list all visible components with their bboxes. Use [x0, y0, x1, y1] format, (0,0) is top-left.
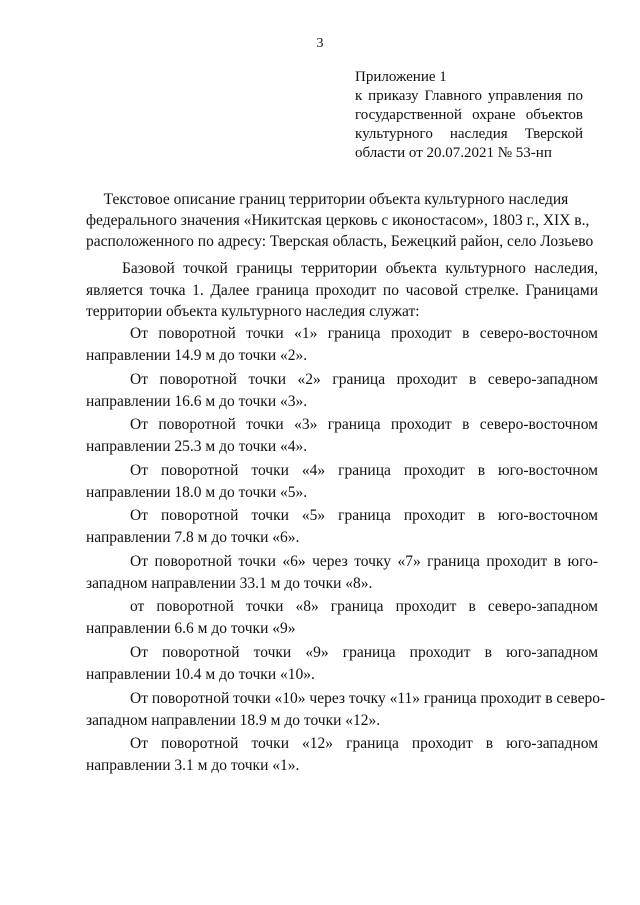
boundary-segment-paragraph — [86, 369, 598, 413]
paragraph-line: направлении 10.4 м до точки «10». — [86, 666, 315, 683]
title-line: Текстовое описание границ территории объекта культурного наследия — [103, 191, 569, 208]
paragraph-line: западном направлении 33.1 м до точки «8». — [86, 575, 373, 592]
paragraph-line: От поворотной точки «2» граница проходит в северо-западном — [130, 371, 598, 388]
boundary-segment-paragraph — [86, 323, 598, 367]
appendix-line: области от 20.07.2021 № 53-нп — [355, 145, 552, 161]
paragraph-line: от поворотной точки «8» граница проходит в северо-западном — [130, 598, 598, 615]
boundary-segment-paragraph — [86, 688, 606, 732]
paragraph-line: От поворотной точки «1» граница проходит в северо-восточном — [130, 325, 598, 342]
appendix-line: Приложение 1 — [355, 69, 447, 85]
appendix-line: государственной охране объектов — [355, 107, 583, 123]
boundary-segment-paragraph — [86, 596, 598, 640]
appendix-block — [355, 68, 583, 163]
paragraph-line: От поворотной точки «5» граница проходит в юго-восточном — [130, 507, 598, 524]
appendix-line: культурного наследия Тверской — [355, 126, 583, 142]
paragraph-line: От поворотной точки «12» граница проходит в юго-западном — [130, 735, 598, 752]
paragraph-line: направлении 16.6 м до точки «3». — [86, 393, 308, 410]
document-title — [86, 189, 594, 252]
paragraph-line: направлении 18.0 м до точки «5». — [86, 484, 308, 501]
paragraph-line: Базовой точкой границы территории объекта культурного наследия, — [122, 260, 598, 277]
boundary-segment-paragraph — [86, 733, 598, 777]
paragraph-line: направлении 3.1 м до точки «1». — [86, 757, 300, 774]
paragraph-line: От поворотной точки «3» граница проходит в северо-восточном — [130, 416, 598, 433]
paragraph-line: направлении 6.6 м до точки «9» — [86, 620, 296, 637]
appendix-line: к приказу Главного управления по — [355, 88, 583, 104]
page-number: 3 — [316, 36, 324, 51]
paragraph-line: является точка 1. Далее граница проходит по часовой стрелке. Границами — [86, 281, 598, 299]
title-line: расположенного по адресу: Тверская область, Бежецкий район, село Лозьево — [86, 233, 594, 250]
paragraph-line: От поворотной точки «6» через точку «7» граница проходит в юго- — [130, 553, 598, 570]
boundary-segment-paragraph — [86, 642, 598, 686]
boundary-segment-paragraph — [86, 505, 598, 549]
paragraph-line: От поворотной точки «10» через точку «11» граница проходит в северо- — [130, 690, 606, 707]
intro-paragraph — [86, 258, 598, 323]
paragraph-line: территории объекта культурного наследия служат: — [86, 303, 420, 320]
boundary-segment-paragraph — [86, 414, 598, 458]
paragraph-line: От поворотной точки «9» граница проходит в юго-западном — [130, 644, 598, 661]
paragraph-line: направлении 7.8 м до точки «6». — [86, 529, 300, 546]
paragraph-line: От поворотной точки «4» граница проходит в юго-восточном — [130, 462, 598, 479]
paragraph-line: западном направлении 18.9 м до точки «12». — [86, 712, 381, 729]
boundary-segment-paragraph — [86, 460, 598, 504]
paragraph-line: направлении 14.9 м до точки «2». — [86, 347, 308, 364]
boundary-segment-paragraph — [86, 551, 598, 595]
title-line: федерального значения «Никитская церковь с иконостасом», 1803 г., XIX в., — [86, 212, 590, 229]
paragraph-line: направлении 25.3 м до точки «4». — [86, 438, 308, 455]
